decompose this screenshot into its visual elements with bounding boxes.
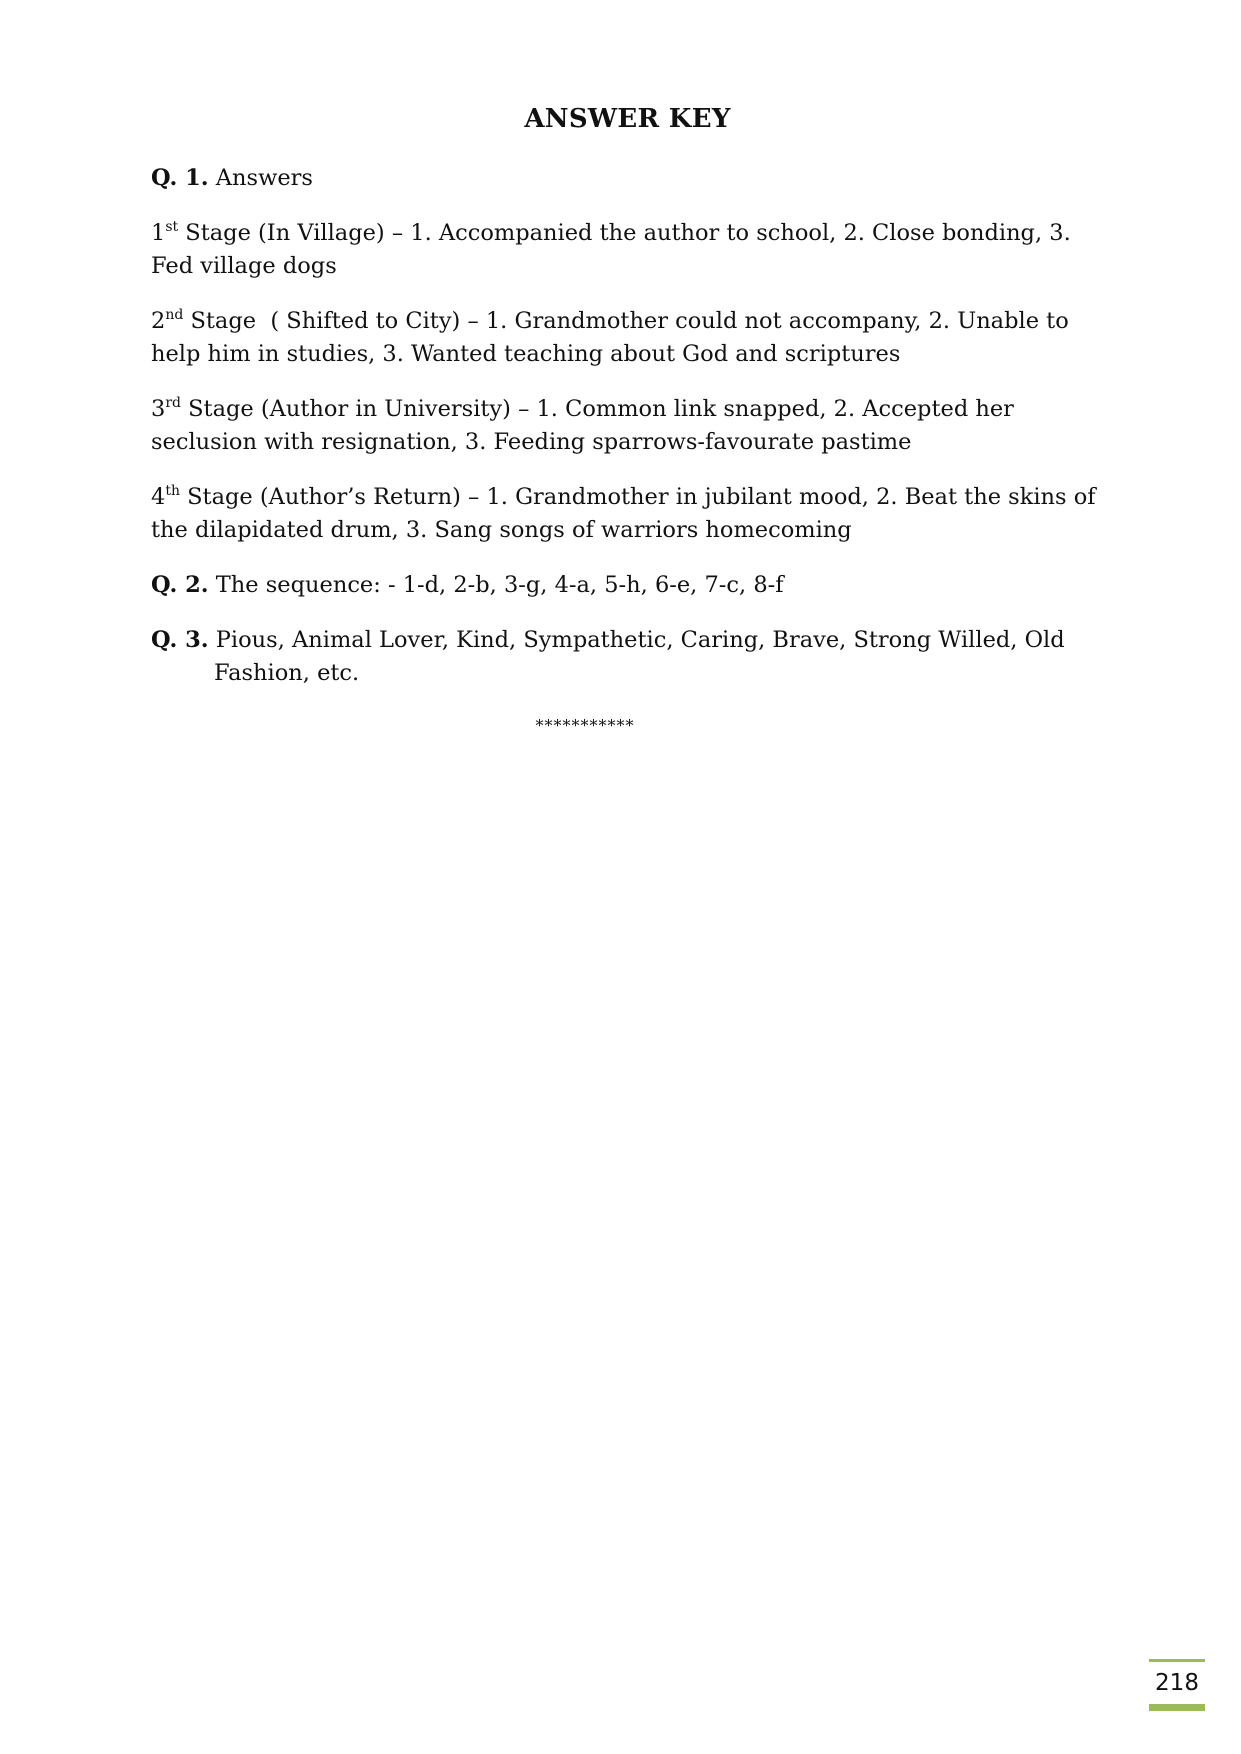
q2-text: The sequence: - 1-d, 2-b, 3-g, 4-a, 5-h, 6-e, 7-c, 8-f	[215, 572, 784, 598]
stage-3-number: 3	[151, 396, 166, 422]
stage-1-text: Stage (In Village) – 1. Accompanied the author to school, 2. Close bonding, 3. Fed village dogs	[151, 220, 1071, 279]
stage-1-suffix: st	[165, 219, 179, 235]
stage-3-suffix: rd	[165, 395, 181, 411]
stage-4-number: 4	[151, 484, 166, 510]
stage-2-number: 2	[151, 308, 166, 334]
q3-label: Q. 3.	[151, 627, 209, 653]
q2-answer	[151, 569, 1111, 602]
stage-2-text: Stage ( Shifted to City) – 1. Grandmother could not accompany, 2. Unable to help him in studies, 3. Wanted teaching about God and scriptures	[151, 308, 1076, 367]
stage-2-answer	[151, 305, 1111, 371]
answer-content	[151, 162, 1111, 712]
q1-heading	[151, 162, 1111, 195]
page-title: ANSWER KEY	[524, 104, 731, 134]
stage-4-answer	[151, 481, 1111, 547]
stage-3-text: Stage (Author in University) – 1. Common link snapped, 2. Accepted her seclusion with resignation, 3. Feeding sparrows-favourate pastime	[151, 396, 1014, 455]
stage-2-suffix: nd	[165, 307, 184, 323]
stage-1-answer	[151, 217, 1111, 283]
q2-label: Q. 2.	[151, 572, 209, 598]
q3-text: Pious, Animal Lover, Kind, Sympathetic, Caring, Brave, Strong Willed, Old Fashion, etc.	[214, 627, 1065, 686]
stage-4-text: Stage (Author’s Return) – 1. Grandmother in jubilant mood, 2. Beat the skins of the dilapidated drum, 3. Sang songs of warriors homecoming	[151, 484, 1096, 543]
q1-text: Answers	[215, 165, 313, 191]
page-number-box	[1149, 1659, 1205, 1711]
stage-4-suffix: th	[165, 483, 180, 499]
end-of-section-mark: ***********	[535, 716, 635, 735]
page-number: 218	[1155, 1670, 1199, 1696]
stage-3-answer	[151, 393, 1111, 459]
q3-answer	[151, 624, 1111, 690]
stage-1-number: 1	[151, 220, 166, 246]
q1-label: Q. 1.	[151, 165, 209, 191]
